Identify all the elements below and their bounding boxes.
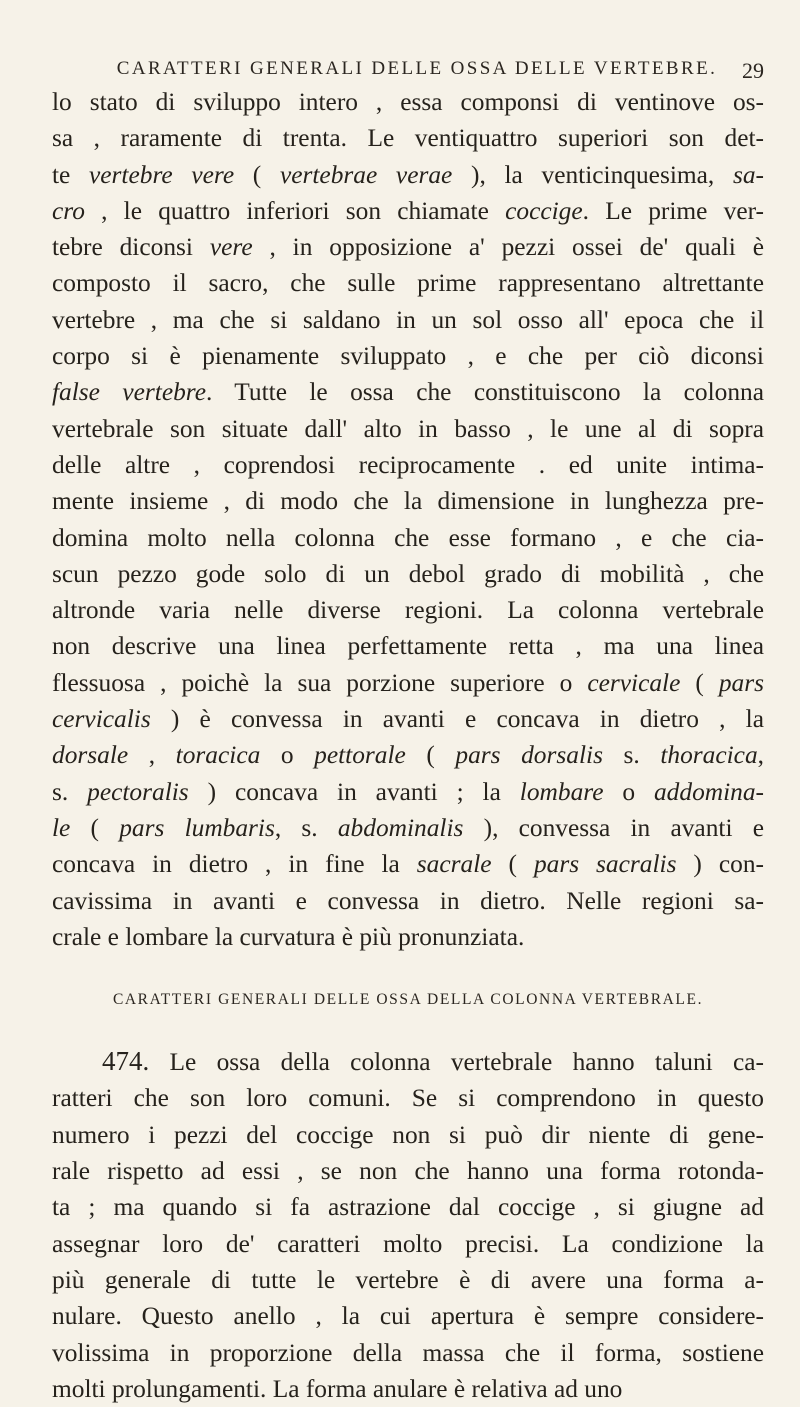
text-line [52,193,764,229]
text-run: , le quattro inferiori son chiamate [84,196,506,225]
text-run: tebre diconsi [52,233,210,262]
text-line [52,1043,764,1080]
text-run: cavissima in avanti e convessa in dietro. Nelle regioni sa- [52,886,764,915]
italic-term: pars lumbaris [119,813,275,842]
italic-term: cro [52,196,85,225]
italic-term: coccige [505,196,583,225]
italic-term: pars dorsalis [455,741,603,770]
italic-term: pars sacralis [533,850,677,879]
text-line [52,1298,764,1334]
text-line [52,1080,764,1116]
paragraph-number: 474. [102,1046,150,1077]
text-run: s. [602,741,661,770]
text-run: corpo si è pienamente sviluppato , e che per ciò diconsi [52,342,764,371]
text-run: ) con- [676,850,764,879]
section-heading: CARATTERI GENERALI DELLE OSSA DELLA COLONNA VERTEBRALE. [112,991,704,1009]
italic-term: lombare [519,777,604,806]
text-run: altronde varia nelle diverse regioni. La colonna vertebrale [52,596,764,625]
text-run: , in opposizione a' pezzi ossei de' quali è [252,233,764,262]
text-run: volissima in proporzione della massa che il forma, sostiene [52,1338,764,1367]
text-run: molti prolungamenti. La forma anulare è relativa ad uno [52,1374,623,1403]
text-line [52,411,764,447]
text-run: composto il sacro, che sulle prime rappresentano altrettante [52,269,764,298]
text-run: lo stato di sviluppo intero , essa componsi di ventinove os- [52,88,764,116]
italic-term: vere [209,233,253,262]
text-run: concava in dietro , in fine la [52,850,417,879]
text-run: ( [70,813,120,842]
page-number: 29 [742,58,764,83]
text-line [52,810,764,846]
text-run: , s. [274,813,338,842]
italic-term: pars [718,668,764,697]
text-run: non descrive una linea perfettamente retta , ma una linea [52,632,764,661]
text-run: ( [680,668,719,697]
text-run: flessuosa , poichè la sua porzione superiore o [52,668,588,697]
text-run: o [603,777,654,806]
text-line [52,737,764,773]
text-line [52,302,764,338]
text-run: mente insieme , di modo che la dimensione in lunghezza pre- [52,487,764,516]
italic-term: abdominalis [337,813,464,842]
text-line [52,846,764,882]
text-run: ( [234,160,280,189]
text-line [52,701,764,737]
text-line [52,1335,764,1371]
italic-term: dorsale [52,741,129,770]
italic-term: addomina- [653,777,765,806]
italic-term: pettorale [314,741,406,770]
text-run: ) concava in avanti ; la [188,777,520,806]
text-line [52,919,764,955]
italic-term: vertebre vere [89,160,235,189]
italic-term: vertebrae verae [279,160,453,189]
text-run: ( [491,850,534,879]
text-run: scun pezzo gode solo di un debol grado di mobilità , che [52,559,764,588]
paragraph-vertebral-column-curvature [52,84,764,955]
text-line [52,84,764,120]
text-run: ), la venticinquesima, [452,160,733,189]
text-line [52,1153,764,1189]
italic-term: toracica [175,741,261,770]
text-run: , [757,741,764,770]
italic-term: thoracica [660,741,758,770]
text-run: ta ; ma quando si fa astrazione dal coccige , si giugne ad [52,1193,764,1222]
text-line [52,374,764,410]
text-run: , [128,741,176,770]
text-run: ( [405,741,456,770]
text-run: numero i pezzi del coccige non si può dir niente di gene- [52,1120,764,1149]
text-line [52,665,764,701]
italic-term: sacrale [416,850,492,879]
text-line [52,1226,764,1262]
text-run: ) è convessa in avanti e concava in dietro , la [150,705,764,734]
text-run: ), convessa in avanti e [463,813,764,842]
italic-term: cervicalis [52,705,151,734]
text-line [52,1117,764,1153]
text-run: . Le prime ver- [582,196,765,225]
italic-term: pectoralis [87,777,189,806]
text-line [52,1262,764,1298]
text-run: te [52,160,90,189]
text-run: delle altre , coprendosi reciprocamente . ed unite intima- [52,450,764,479]
text-run: nulare. Questo anello , la cui apertura è sempre considere- [52,1302,764,1331]
text-line [52,1371,764,1407]
text-run: vertebre , ma che si saldano in un sol osso all' epoca che il [52,305,764,334]
text-run: ratteri che son loro comuni. Se si comprendono in questo [52,1084,764,1113]
text-run: . Tutte le ossa che constituiscono la colonna [206,378,765,407]
text-line [52,520,764,556]
italic-term: sa- [732,160,764,189]
text-line [52,120,764,156]
text-run: assegnar loro de' caratteri molto precisi. La condizione la [52,1229,764,1258]
text-run: più generale di tutte le vertebre è di avere una forma a- [52,1265,764,1294]
text-line [52,447,764,483]
text-run: sa , raramente di trenta. Le ventiquattro superiori son det- [52,124,764,153]
text-run: vertebrale son situate dall' alto in basso , le une al di sopra [52,414,764,443]
italic-term: cervicale [587,668,681,697]
text-line [52,483,764,519]
text-line [52,556,764,592]
text-run: Le ossa della colonna vertebrale hanno taluni ca- [149,1048,764,1077]
paragraph-474 [52,1043,764,1407]
text-line [52,774,764,810]
text-line [52,265,764,301]
text-line [52,229,764,265]
running-head [70,58,764,83]
text-run: crale e lombare la curvatura è più pronunziata. [52,922,525,951]
text-line [52,628,764,664]
text-run: o [260,741,315,770]
running-title: CARATTERI GENERALI DELLE OSSA DELLE VERTEBRE. [116,58,718,79]
text-line [52,592,764,628]
text-line [52,338,764,374]
text-line [52,883,764,919]
text-line [52,1189,764,1225]
italic-term: le [52,813,71,842]
text-run: rale rispetto ad essi , se non che hanno una forma rotonda- [52,1157,764,1186]
text-run: domina molto nella colonna che esse formano , e che cia- [52,523,764,552]
italic-term: false vertebre [52,378,206,407]
text-run: s. [52,777,88,806]
text-line [52,157,764,193]
